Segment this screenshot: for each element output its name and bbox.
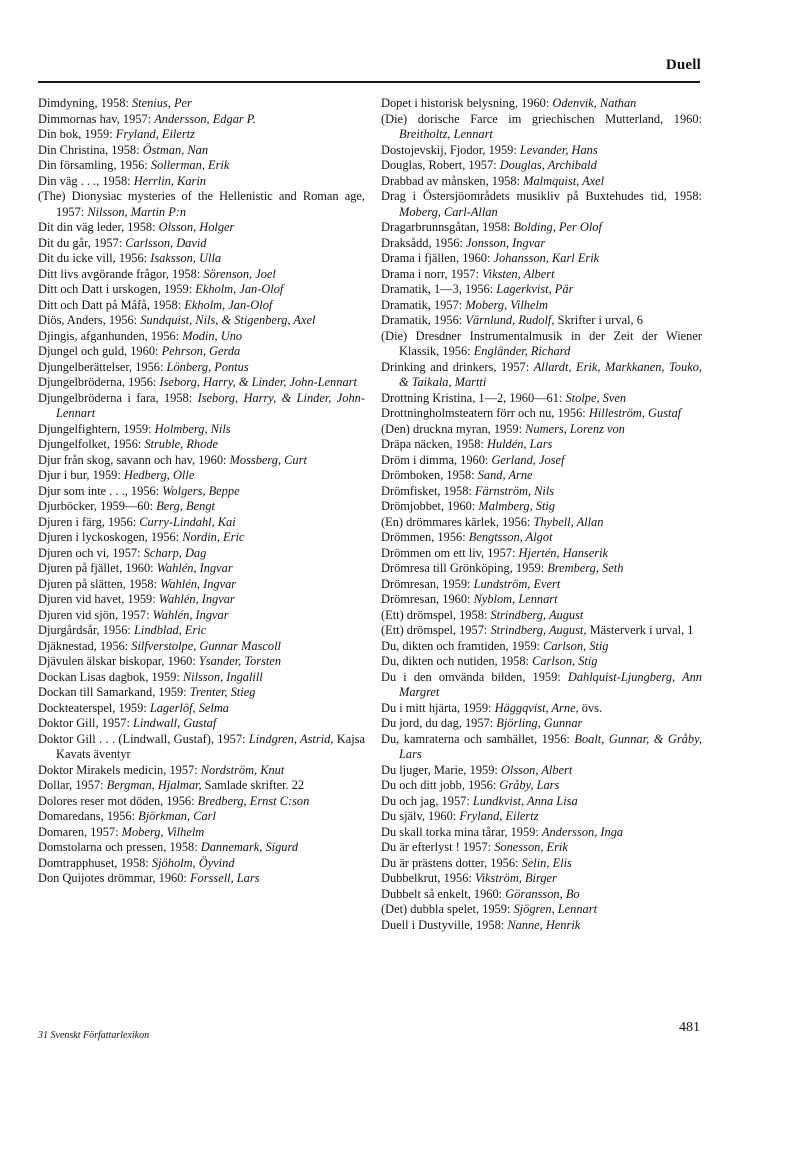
- entry-author: Stolpe, Sven: [565, 390, 627, 405]
- index-entry: [381, 143, 702, 159]
- entry-author: Wahlén, Ingvar: [152, 607, 229, 622]
- entry-title: Djungel och guld, 1960:: [38, 344, 162, 358]
- entry-author: Herrlin, Karin: [133, 173, 206, 188]
- entry-title: Dit din väg leder, 1958:: [38, 220, 159, 234]
- entry-title: Drinking and drinkers, 1957:: [381, 359, 534, 374]
- entry-title: Dit du icke vill, 1956:: [38, 251, 151, 265]
- entry-author: Stenius, Per: [131, 96, 192, 110]
- entry-title: Du i den omvända bilden, 1959:: [381, 669, 568, 684]
- entry-title: Ditt livs avgörande frågor, 1958:: [38, 266, 204, 281]
- entry-author: Sand, Arne: [477, 468, 533, 482]
- index-entry: [38, 763, 365, 779]
- entry-title: Djurböcker, 1959—60:: [38, 499, 157, 513]
- index-entry: [381, 174, 702, 190]
- entry-title: Din Christina, 1958:: [38, 142, 143, 157]
- entry-title: Drömresa till Grönköping, 1959:: [381, 561, 548, 575]
- index-entry: [38, 96, 365, 112]
- index-entry: [381, 902, 702, 918]
- entry-author: Göransson, Bo: [505, 886, 580, 901]
- entry-series: Skrifter i urval, 6: [554, 313, 643, 327]
- entry-author: Lindwall, Gustaf: [133, 716, 217, 730]
- entry-author: Lagerlöf, Selma: [149, 700, 229, 715]
- entry-author: Pehrson, Gerda: [161, 344, 241, 358]
- entry-author: Selin, Elis: [521, 855, 572, 870]
- entry-author: Lindblad, Eric: [133, 623, 207, 637]
- index-entry: [381, 887, 702, 903]
- index-entry: [38, 313, 365, 329]
- entry-title: Dolores reser mot döden, 1956:: [38, 793, 198, 808]
- index-entry: [381, 871, 702, 887]
- index-entry: [38, 825, 365, 841]
- entry-author: Lönberg, Pontus: [166, 359, 249, 374]
- entry-title: Du skall torka mina tårar, 1959:: [381, 824, 542, 839]
- entry-author: Nordin, Eric: [182, 530, 245, 544]
- entry-author: Lindgren, Astrid,: [248, 731, 334, 746]
- entry-title: Djävulen älskar biskopar, 1960:: [38, 654, 199, 668]
- index-entry: [381, 453, 702, 469]
- index-entry: [381, 499, 702, 515]
- entry-author: Lundkvist, Anna Lisa: [472, 793, 578, 808]
- index-entry: [381, 313, 702, 329]
- entry-title: Du, dikten och framtiden, 1959:: [381, 638, 544, 653]
- index-entry: [381, 96, 702, 112]
- entry-author: Scharp, Dag: [143, 545, 207, 560]
- entry-author: Wahlén, Ingvar: [156, 561, 233, 575]
- index-entry: [381, 918, 702, 934]
- entry-title: Domtrapphuset, 1958:: [38, 855, 152, 870]
- index-entry: [38, 840, 365, 856]
- entry-author: Malmberg, Stig: [478, 499, 556, 513]
- entry-title: Dragarbrunnsgåtan, 1958:: [381, 220, 514, 234]
- index-entry: [38, 515, 365, 531]
- entry-title: Domstolarna och pressen, 1958:: [38, 840, 201, 854]
- entry-author: Vikström, Birger: [474, 871, 557, 885]
- entry-title: Du i mitt hjärta, 1959:: [381, 700, 495, 715]
- entry-title: Djuren vid havet, 1959:: [38, 592, 159, 606]
- entry-title: Duell i Dustyville, 1958:: [381, 917, 508, 932]
- entry-series: övs.: [578, 700, 603, 715]
- entry-author: Bergman, Hjalmar,: [106, 778, 202, 792]
- entry-title: Dramatik, 1957:: [381, 297, 466, 312]
- entry-author: Björkman, Carl: [138, 809, 216, 823]
- entry-title: Doktor Gill . . . (Lindwall, Gustaf), 1957:: [38, 731, 249, 746]
- entry-title: Djuren och vi, 1957:: [38, 545, 144, 560]
- index-entry: [38, 530, 365, 546]
- index-entry: [38, 561, 365, 577]
- entry-title: Djungelfightern, 1959:: [38, 421, 155, 436]
- entry-author: Curry-Lindahl, Kai: [139, 514, 236, 529]
- index-entry: [38, 127, 365, 143]
- index-entry: [381, 623, 702, 639]
- entry-title: Don Quijotes drömmar, 1960:: [38, 871, 190, 885]
- entry-author: Nilsson, Martin P:n: [87, 204, 187, 219]
- entry-title: Dopet i historisk belysning, 1960:: [381, 96, 553, 110]
- entry-title: Dramatik, 1956:: [381, 313, 466, 327]
- entry-title: Drömfisket, 1958:: [381, 483, 475, 498]
- entry-author: Wahlén, Ingvar: [160, 576, 237, 591]
- index-entry: [38, 623, 365, 639]
- index-entry: [381, 654, 702, 670]
- entry-series: Samlade skrifter. 22: [201, 778, 305, 792]
- entry-author: Nanne, Henrik: [507, 917, 581, 932]
- entry-author: Malmquist, Axel: [523, 173, 605, 188]
- index-entry: [38, 422, 365, 438]
- entry-title: Djungelbröderna i fara, 1958:: [38, 390, 198, 405]
- entry-author: Levander, Hans: [519, 142, 598, 157]
- entry-title: (Die) Dresdner Instrumentalmusik in der Zeit der Wiener Klassik, 1956:: [381, 328, 702, 358]
- entry-title: Dimmornas hav, 1957:: [38, 111, 155, 126]
- entry-author: Wahlén, Ingvar: [158, 592, 235, 606]
- index-entry: [381, 468, 702, 484]
- entry-title: Dubbelkrut, 1956:: [381, 871, 475, 885]
- index-entry: [381, 856, 702, 872]
- entry-title: Ditt och Datt på Måfå, 1958:: [38, 297, 185, 312]
- entry-author: Strindberg, August: [490, 607, 584, 622]
- entry-author: Sonesson, Erik: [494, 840, 568, 854]
- entry-author: Carlson, Stig: [532, 654, 598, 668]
- index-entry: [38, 778, 365, 794]
- index-entry: [381, 422, 702, 438]
- entry-author: Dahlquist-Ljungberg, Ann Margret: [399, 669, 702, 699]
- entry-author: Carlson, Stig: [543, 638, 609, 653]
- entry-title: Djäknestad, 1956:: [38, 638, 132, 653]
- entry-author: Hedberg, Olle: [123, 468, 195, 482]
- entry-title: Drama i fjällen, 1960:: [381, 251, 494, 265]
- index-entry: [381, 329, 702, 360]
- entry-author: Sörenson, Joel: [203, 266, 276, 281]
- entry-title: Djuren på slätten, 1958:: [38, 576, 161, 591]
- index-entry: [38, 468, 365, 484]
- entry-title: Djurgårdsår, 1956:: [38, 623, 134, 637]
- index-entry: [38, 391, 365, 422]
- index-entry: [38, 856, 365, 872]
- header-rule: [38, 81, 700, 83]
- entry-author: Berg, Bengt: [156, 499, 215, 513]
- entry-title: Drömjobbet, 1960:: [381, 499, 479, 513]
- entry-author: Carlsson, David: [125, 235, 207, 250]
- index-entry: [38, 809, 365, 825]
- entry-title: Djungelberättelser, 1956:: [38, 359, 167, 374]
- entry-title: Drottningholmsteatern förr och nu, 1956:: [381, 406, 589, 420]
- index-entry: [381, 716, 702, 732]
- entry-title: (Ett) drömspel, 1957:: [381, 623, 491, 637]
- left-column: [38, 96, 365, 887]
- entry-title: Dit du går, 1957:: [38, 235, 126, 250]
- entry-author: Andersson, Edgar P.: [154, 111, 256, 126]
- entry-title: Dollar, 1957:: [38, 778, 107, 792]
- entry-author: Jonsson, Ingvar: [466, 235, 546, 250]
- index-entry: [38, 282, 365, 298]
- index-entry: [381, 840, 702, 856]
- index-entry: [38, 360, 365, 376]
- entry-title: Du ljuger, Marie, 1959:: [381, 762, 501, 777]
- entry-title: Du och jag, 1957:: [381, 793, 473, 808]
- entry-author: Engländer, Richard: [473, 344, 571, 358]
- entry-author: Färnström, Nils: [474, 483, 555, 498]
- entry-title: Din församling, 1956:: [38, 158, 151, 172]
- entry-title: (Det) dubbla spelet, 1959:: [381, 902, 514, 916]
- index-entry: [381, 282, 702, 298]
- index-entry: [381, 592, 702, 608]
- entry-author: Björling, Gunnar: [496, 716, 583, 730]
- entry-author: Fryland, Eilertz: [115, 127, 195, 141]
- entry-title: Du är prästens dotter, 1956:: [381, 855, 522, 870]
- entry-author: Bremberg, Seth: [547, 561, 624, 575]
- entry-author: Sjöholm, Öyvind: [151, 855, 235, 870]
- entry-author: Ekholm, Jan-Olof: [195, 282, 284, 296]
- entry-author: Strindberg, August,: [490, 623, 587, 637]
- entry-title: Drottning Kristina, 1—2, 1960—61:: [381, 390, 566, 405]
- entry-title: Domaren, 1957:: [38, 824, 122, 839]
- index-entry: [381, 825, 702, 841]
- entry-author: Douglas, Archibald: [499, 158, 597, 172]
- index-entry: [38, 344, 365, 360]
- entry-title: Drama i norr, 1957:: [381, 266, 483, 281]
- index-entry: [38, 577, 365, 593]
- entry-author: Nyblom, Lennart: [473, 592, 558, 606]
- index-entry: [38, 174, 365, 190]
- index-entry: [381, 236, 702, 252]
- index-entry: [38, 143, 365, 159]
- entry-author: Wolgers, Beppe: [162, 483, 240, 498]
- entry-author: Nilsson, Ingalill: [182, 669, 263, 684]
- index-entry: [38, 112, 365, 128]
- index-entry: [38, 251, 365, 267]
- index-entry: [381, 112, 702, 143]
- entry-author: Ekholm, Jan-Olof: [184, 297, 273, 312]
- entry-author: Lagerkvist, Pär: [496, 282, 574, 296]
- index-entry: [38, 499, 365, 515]
- entry-title: Drabbad av månsken, 1958:: [381, 173, 524, 188]
- index-entry: [38, 732, 365, 763]
- entry-author: Dannemark, Sigurd: [200, 840, 299, 854]
- entry-author: Bolding, Per Olof: [513, 220, 602, 234]
- index-entry: [381, 437, 702, 453]
- entry-author: Moberg, Carl-Allan: [399, 204, 498, 219]
- entry-title: Djuren på fjället, 1960:: [38, 561, 157, 575]
- entry-title: Dockteaterspel, 1959:: [38, 700, 150, 715]
- entry-title: Du, kamraterna och samhället, 1956:: [381, 731, 575, 746]
- entry-author: Holmberg, Nils: [154, 421, 231, 436]
- entry-title: Domaredans, 1956:: [38, 809, 139, 823]
- index-entry: [381, 360, 702, 391]
- entry-title: Drag i Östersjöområdets musikliv på Buxtehudes tid, 1958:: [381, 189, 702, 203]
- entry-author: Isaksson, Ulla: [150, 251, 222, 265]
- index-entry: [381, 298, 702, 314]
- index-entry: [381, 251, 702, 267]
- entry-author: Allardt, Erik, Markkanen, Touko, & Taikala, Martti: [399, 359, 702, 389]
- entry-author: Värnlund, Rudolf,: [465, 313, 555, 327]
- entry-author: Boalt, Gunnar, & Gråby, Lars: [399, 731, 702, 761]
- running-head: Duell: [665, 57, 701, 73]
- index-entry: [38, 871, 365, 887]
- entry-title: Djuren vid sjön, 1957:: [38, 607, 153, 622]
- index-entry: [381, 220, 702, 236]
- entry-title: (Die) dorische Farce im griechischen Mutterland, 1960:: [381, 111, 702, 126]
- entry-series: Kajsa Kavats äventyr: [56, 731, 365, 761]
- entry-title: Drömmen om ett liv, 1957:: [381, 545, 519, 560]
- index-entry: [381, 701, 702, 717]
- entry-author: Mossberg, Curt: [229, 452, 307, 467]
- entry-title: Din väg . . ., 1958:: [38, 173, 134, 188]
- entry-title: Dröm i dimma, 1960:: [381, 452, 492, 467]
- index-entry: [381, 608, 702, 624]
- index-entry: [38, 329, 365, 345]
- entry-author: Bredberg, Ernst C:son: [197, 793, 310, 808]
- entry-title: Drömboken, 1958:: [381, 468, 478, 482]
- index-entry: [381, 778, 702, 794]
- index-entry: [381, 158, 702, 174]
- right-column: [381, 96, 702, 933]
- entry-title: (The) Dionysiac mysteries of the Hellenistic and Roman age, 1957:: [38, 189, 365, 219]
- entry-title: (Ett) drömspel, 1958:: [381, 607, 491, 622]
- entry-title: Drömmen, 1956:: [381, 530, 469, 544]
- entry-title: Din bok, 1959:: [38, 127, 116, 141]
- entry-author: Viksten, Albert: [482, 266, 555, 281]
- entry-title: Djur som inte . . ., 1956:: [38, 483, 163, 498]
- index-entry: [38, 670, 365, 686]
- index-entry: [38, 220, 365, 236]
- index-entry: [381, 391, 702, 407]
- entry-title: Djuren i färg, 1956:: [38, 514, 140, 529]
- entry-title: Dockan Lisas dagbok, 1959:: [38, 669, 183, 684]
- entry-title: Dostojevskij, Fjodor, 1959:: [381, 142, 520, 157]
- entry-author: Lundström, Evert: [473, 576, 561, 591]
- entry-title: Du och ditt jobb, 1956:: [381, 778, 500, 792]
- index-entry: [38, 298, 365, 314]
- index-entry: [38, 701, 365, 717]
- entry-author: Odenvik, Nathan: [552, 96, 637, 110]
- index-entry: [381, 561, 702, 577]
- entry-author: Hjertén, Hanserik: [518, 545, 609, 560]
- index-entry: [38, 158, 365, 174]
- index-entry: [38, 546, 365, 562]
- entry-author: Struble, Rhode: [144, 437, 218, 451]
- entry-author: Sollerman, Erik: [150, 158, 230, 172]
- entry-title: Draksådd, 1956:: [381, 235, 466, 250]
- entry-title: Ditt och Datt i urskogen, 1959:: [38, 282, 196, 296]
- index-entry: [381, 484, 702, 500]
- entry-title: Diös, Anders, 1956:: [38, 313, 141, 327]
- entry-author: Moberg, Vilhelm: [465, 297, 548, 312]
- index-entry: [38, 639, 365, 655]
- entry-author: Huldén, Lars: [486, 437, 553, 451]
- entry-author: Bengtsson, Algot: [468, 530, 553, 544]
- index-entry: [381, 189, 702, 220]
- index-entry: [381, 809, 702, 825]
- index-entry: [38, 437, 365, 453]
- page-number: 481: [679, 1020, 700, 1035]
- entry-author: Gerland, Josef: [491, 452, 565, 467]
- index-entry: [38, 608, 365, 624]
- entry-title: Du, dikten och nutiden, 1958:: [381, 654, 533, 668]
- entry-title: Du jord, du dag, 1957:: [381, 716, 497, 730]
- entry-author: Andersson, Inga: [541, 824, 624, 839]
- entry-title: Djungelbröderna, 1956:: [38, 375, 160, 389]
- entry-title: Dockan till Samarkand, 1959:: [38, 685, 190, 699]
- index-entry: [381, 763, 702, 779]
- index-entry: [38, 189, 365, 220]
- entry-author: Gråby, Lars: [499, 778, 560, 792]
- entry-author: Modin, Uno: [182, 328, 243, 343]
- index-entry: [38, 654, 365, 670]
- entry-title: Du själv, 1960:: [381, 809, 460, 823]
- index-entry: [381, 515, 702, 531]
- entry-author: Östman, Nan: [142, 142, 209, 157]
- entry-author: Sundquist, Nils, & Stigenberg, Axel: [140, 313, 316, 327]
- entry-title: Djungelfolket, 1956:: [38, 437, 145, 451]
- entry-author: Trenter, Stieg: [189, 685, 256, 699]
- entry-author: Olsson, Holger: [158, 220, 235, 234]
- entry-author: Iseborg, Harry, & Linder, John-Lennart: [56, 390, 365, 420]
- entry-title: Drömresan, 1959:: [381, 576, 474, 591]
- entry-author: Breitholtz, Lennart: [399, 127, 493, 141]
- printer-signature: 31 Svenskt Författarlexikon: [38, 1030, 150, 1041]
- entry-author: Nordström, Knut: [200, 762, 285, 777]
- index-entry: [38, 375, 365, 391]
- index-entry: [381, 267, 702, 283]
- entry-title: Dubbelt så enkelt, 1960:: [381, 886, 506, 901]
- entry-author: Thybell, Allan: [533, 514, 604, 529]
- entry-title: Dramatik, 1—3, 1956:: [381, 282, 497, 296]
- entry-title: Djur från skog, savann och hav, 1960:: [38, 452, 230, 467]
- index-entry: [381, 577, 702, 593]
- index-entry: [38, 236, 365, 252]
- index-entry: [38, 453, 365, 469]
- entry-title: Djuren i lyckoskogen, 1956:: [38, 530, 183, 544]
- entry-author: Iseborg, Harry, & Linder, John-Lennart: [159, 375, 357, 389]
- entry-author: Numers, Lorenz von: [525, 421, 625, 436]
- entry-author: Häggqvist, Arne,: [494, 700, 579, 715]
- entry-author: Sjögren, Lennart: [513, 902, 598, 916]
- entry-title: Douglas, Robert, 1957:: [381, 158, 500, 172]
- entry-title: Djur i bur, 1959:: [38, 468, 124, 482]
- entry-author: Fryland, Eilertz: [459, 809, 539, 823]
- entry-title: Doktor Gill, 1957:: [38, 716, 133, 730]
- entry-title: Dräpa näcken, 1958:: [381, 437, 487, 451]
- index-entry: [38, 484, 365, 500]
- index-entry: [38, 794, 365, 810]
- index-entry: [38, 592, 365, 608]
- entry-title: (Den) druckna myran, 1959:: [381, 421, 526, 436]
- entry-author: Silfverstolpe, Gunnar Mascoll: [131, 638, 281, 653]
- index-entry: [381, 732, 702, 763]
- index-entry: [38, 716, 365, 732]
- entry-author: Ysander, Torsten: [198, 654, 282, 668]
- entry-title: (En) drömmares kärlek, 1956:: [381, 514, 534, 529]
- entry-author: Olsson, Albert: [500, 762, 573, 777]
- index-entry: [381, 670, 702, 701]
- index-entry: [38, 267, 365, 283]
- entry-author: Hilleström, Gustaf: [588, 406, 682, 420]
- index-entry: [381, 530, 702, 546]
- entry-author: Moberg, Vilhelm: [121, 824, 205, 839]
- entry-author: Forssell, Lars: [189, 871, 260, 885]
- index-entry: [381, 794, 702, 810]
- entry-title: Drömresan, 1960:: [381, 592, 474, 606]
- entry-series: Mästerverk i urval, 1: [586, 623, 694, 637]
- index-entry: [381, 406, 702, 422]
- entry-title: Doktor Mirakels medicin, 1957:: [38, 762, 201, 777]
- entry-title: Djingis, afganhunden, 1956:: [38, 328, 183, 343]
- index-entry: [381, 639, 702, 655]
- index-entry: [381, 546, 702, 562]
- entry-title: Dimdyning, 1958:: [38, 96, 132, 110]
- entry-author: Johansson, Karl Erik: [493, 251, 600, 265]
- entry-title: Du är efterlyst ! 1957:: [381, 840, 495, 854]
- index-entry: [38, 685, 365, 701]
